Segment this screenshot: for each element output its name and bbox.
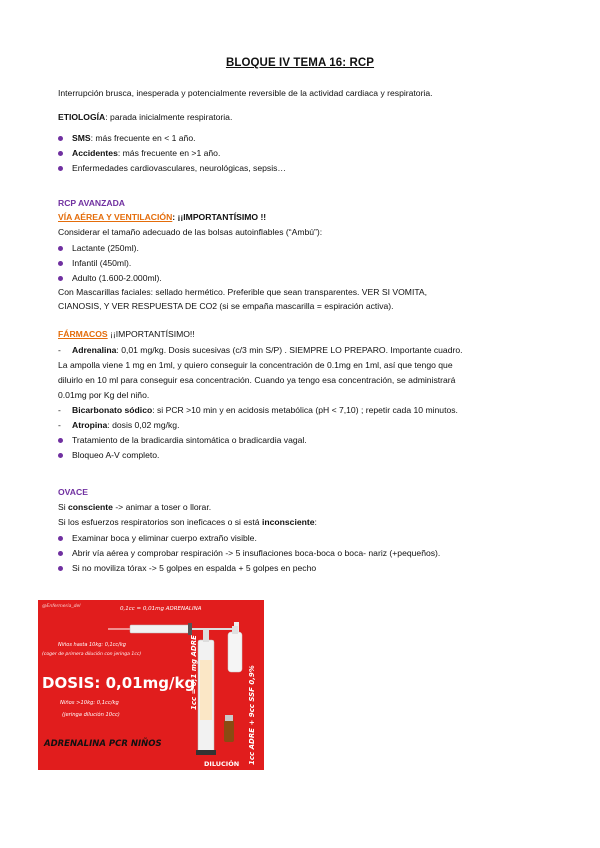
- via-label: VÍA AÉREA Y VENTILACIÓN: [58, 212, 173, 222]
- text-part: Si: [58, 502, 69, 512]
- vertical-label-1: 1cc = 0,1 mg ADRE: [190, 635, 198, 710]
- text-part: Si los esfuerzos respiratorios son ineficaces o si está: [58, 517, 262, 527]
- ovace-heading: OVACE: [58, 487, 88, 497]
- text-bold: inconsciente: [261, 517, 315, 527]
- top-label: 0,1cc = 0,01mg ADRENALINA: [120, 606, 202, 612]
- item-text: Adulto (1.600-2.000ml).: [72, 273, 162, 283]
- bullet-icon: [58, 551, 63, 556]
- bullet-icon: [58, 151, 63, 156]
- dash-marker: -: [58, 420, 61, 430]
- bullet-icon: [58, 566, 63, 571]
- list-item: [58, 532, 554, 544]
- list-item: [58, 242, 554, 254]
- item-text: Abrir vía aérea y comprobar respiración -> 5 insuflaciones boca-boca o boca- nariz (+pequeños).: [72, 548, 441, 558]
- ovace-line-2: [58, 516, 540, 528]
- item-text: : si PCR >10 min y en acidosis metabólica (pH < 7,10) ; repetir cada 10 minutos.: [152, 405, 458, 415]
- bullet-icon: [58, 136, 63, 141]
- list-item: [58, 272, 554, 284]
- kids-over-10-note: (jeringa dilución 10cc): [62, 712, 120, 718]
- item-bold: SMS: [72, 133, 91, 143]
- item-bold: Atropina: [72, 420, 108, 430]
- infographic-title: ADRENALINA PCR NIÑOS: [44, 739, 162, 749]
- bullet-icon: [58, 246, 63, 251]
- text-bold: consciente: [68, 502, 113, 512]
- item-text: Examinar boca y eliminar cuerpo extraño visible.: [72, 533, 257, 543]
- item-text: Tratamiento de la bradicardia sintomática o bradicardia vagal.: [72, 435, 307, 445]
- list-item: [58, 257, 554, 269]
- dash-marker: -: [58, 345, 61, 355]
- item-text: : dosis 0,02 mg/kg.: [107, 420, 180, 430]
- item-text: Bloqueo A-V completo.: [72, 450, 160, 460]
- page-title: BLOQUE IV TEMA 16: RCP: [225, 57, 375, 69]
- list-item: [58, 404, 554, 416]
- list-item: [58, 419, 554, 431]
- rcp-heading: RCP AVANZADA: [58, 198, 125, 208]
- bullet-icon: [58, 261, 63, 266]
- intro-text: Interrupción brusca, inesperada y potencialmente reversible de la actividad cardiaca y respiratoria.: [58, 88, 433, 98]
- adrenalina-infographic: [38, 600, 264, 770]
- etiologia-text: : parada inicialmente respiratoria.: [105, 112, 233, 122]
- via-line: [58, 211, 540, 223]
- text-part: :: [314, 517, 317, 527]
- mask-line-1: Con Mascarillas faciales: sellado hermético. Preferible que sean transparentes. VER SI VOMITA,: [58, 287, 428, 297]
- list-item: [58, 132, 554, 144]
- bullet-icon: [58, 166, 63, 171]
- text-part: -> animar a toser o llorar.: [112, 502, 212, 512]
- vertical-label-2: 1cc ADRE + 9cc SSF 0,9%: [248, 665, 256, 765]
- dash-marker: -: [58, 405, 61, 415]
- item-bold: Adrenalina: [72, 345, 117, 355]
- item-text: : más frecuente en < 1 año.: [90, 133, 196, 143]
- item-text: : 0,01 mg/kg. Dosis sucesivas (c/3 min S/P) . SIEMPRE LO PREPARO. Importante cuadro.: [116, 345, 463, 355]
- list-item: [58, 344, 554, 356]
- bullet-icon: [58, 438, 63, 443]
- list-item: [58, 162, 554, 174]
- dilucion-label: DILUCIÓN: [204, 760, 240, 768]
- list-item: [58, 434, 554, 446]
- item-bold: Bicarbonato sódico: [72, 405, 153, 415]
- dose-label: DOSIS: 0,01mg/kg: [42, 674, 196, 692]
- bullet-icon: [58, 453, 63, 458]
- item-text: Enfermedades cardiovasculares, neurológicas, sepsis…: [72, 163, 286, 173]
- ampolla-line-2: diluirlo en 10 ml para conseguir esa concentración. Cuando ya tengo esa concentración, se administrará: [58, 375, 456, 385]
- item-text: Infantil (450ml).: [72, 258, 132, 268]
- watermark-text: @Enfermeria_del: [42, 604, 81, 609]
- ovace-line-1: [58, 501, 540, 513]
- item-text: : más frecuente en >1 año.: [117, 148, 221, 158]
- ampolla-line-1: La ampolla viene 1 mg en 1ml, y quiero conseguir la concentración de 0.1mg en 1ml, así que tengo que: [58, 360, 453, 370]
- farmacos-suffix: ¡¡IMPORTANTÍSIMO!!: [107, 329, 195, 339]
- bullet-icon: [58, 536, 63, 541]
- list-item: [58, 547, 554, 559]
- kids-under-10-note: (coger de primera dilución con jeringa 1cc): [42, 652, 142, 657]
- mask-line-2: CIANOSIS, Y VER RESPUESTA DE CO2 (si se empaña mascarilla = espiración activa).: [58, 301, 394, 311]
- ampolla-line-3: 0.01mg por Kg del niño.: [58, 390, 150, 400]
- etiologia-label: ETIOLOGÍA: [58, 112, 106, 122]
- list-item: [58, 147, 554, 159]
- item-text: Lactante (250ml).: [72, 243, 139, 253]
- list-item: [58, 449, 554, 461]
- item-text: Si no moviliza tórax -> 5 golpes en espalda + 5 golpes en pecho: [72, 563, 317, 573]
- kids-under-10-label: Niños hasta 10kg: 0,1cc/kg: [58, 642, 126, 648]
- etiologia-line: [58, 111, 540, 123]
- farmacos-label: FÁRMACOS: [58, 329, 108, 339]
- consider-text: Considerar el tamaño adecuado de las bolsas autoinflables (“Ambú”):: [58, 227, 323, 237]
- kids-over-10-label: Niños >10kg: 0,1cc/kg: [60, 700, 119, 706]
- item-bold: Accidentes: [72, 148, 118, 158]
- bullet-icon: [58, 276, 63, 281]
- farmacos-line: [58, 328, 540, 340]
- list-item: [58, 562, 554, 574]
- via-suffix: : ¡¡IMPORTANTÍSIMO !!: [172, 212, 267, 222]
